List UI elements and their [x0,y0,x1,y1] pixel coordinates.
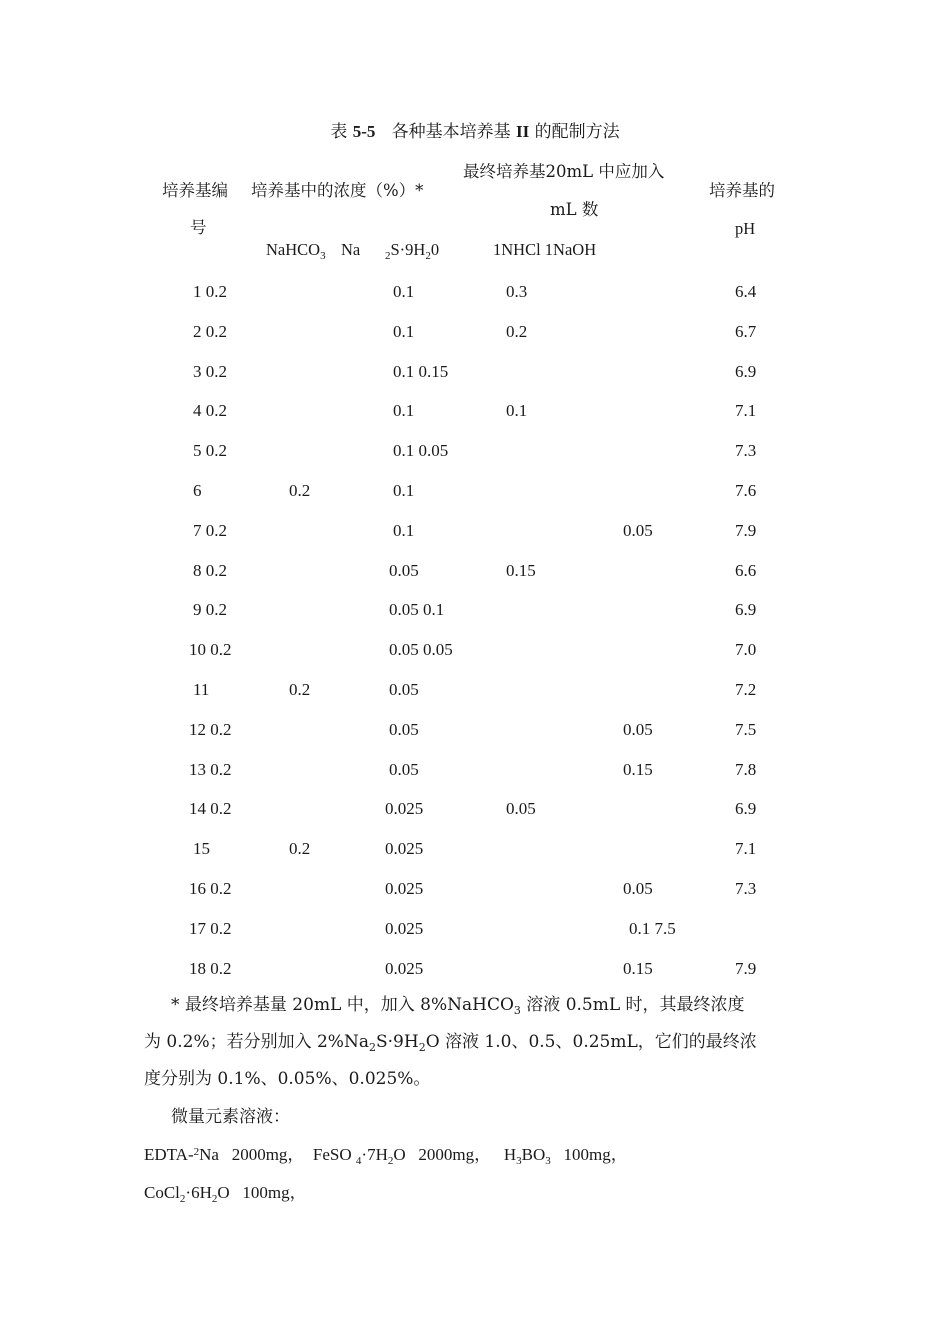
cell-number-conc: 3 0.2 [193,361,227,381]
trace-heading: 微量元素溶液： [171,1107,290,1127]
table-title-text-b: 的配制方法 [534,122,620,142]
trace-line1 [144,1145,628,1167]
table-row [0,362,950,382]
trace-line1-e: BO [521,1145,546,1164]
subheader-na2s-text: S·9H [390,240,426,259]
cell-number-conc: 5 0.2 [193,441,227,461]
cell-ph: 7.8 [735,759,757,779]
cell-na2s: 0.1 0.05 [393,441,449,461]
trace-line2-b: ·6H [185,1183,212,1202]
trace-line1-sub2: 2 [387,1155,394,1167]
cell-number-conc: 6 [193,481,202,500]
header-col3-line2: mL 数 [550,200,599,219]
cell-number-conc: 17 0.2 [189,918,232,938]
cell-nahco3: 0.2 [289,839,311,859]
cell-naoh: 0.1 7.5 [629,918,676,938]
table-title-prefix: 表 [330,122,348,142]
table-row [0,720,950,740]
subheader-nahco3-sub: 3 [320,250,326,262]
table-title [0,123,950,141]
cell-na2s: 0.05 [389,719,419,739]
cell-na2s: 0.025 [385,958,424,978]
cell-na2s: 0.1 [393,401,415,421]
cell-ph: 7.3 [735,441,757,461]
cell-na2s: 0.05 [389,560,419,580]
cell-nahco3: 0.2 [289,680,311,699]
table-row [0,561,950,581]
cell-naoh: 0.05 [623,520,653,540]
trace-line2-sub1: 2 [179,1193,186,1205]
table-row [0,839,950,859]
subheader-nhcl-naoh: 1NHCl 1NaOH [493,240,597,259]
cell-ph: 6.9 [735,361,757,381]
footnote-line1-a: * 最终培养基量 20mL 中，加入 8%NaHCO [171,995,514,1015]
cell-number-conc: 8 0.2 [193,560,227,580]
table-row [0,481,950,501]
header-col1-line2: 号 [190,218,207,237]
table-row [0,441,950,461]
footnote-line2-sub2: 2 [418,1041,426,1054]
header-col1-line1: 培养基编 [162,181,228,200]
table-row [0,879,950,899]
cell-na2s: 0.025 [385,918,424,938]
trace-line1-b: Na 2000mg， FeSO [199,1145,356,1164]
table-row [0,680,950,700]
footnote-line2 [144,1032,757,1054]
cell-nhcl: 0.2 [506,321,528,341]
cell-naoh: 0.05 [623,879,653,898]
footnote-line1 [171,995,745,1017]
cell-naoh: 0.15 [623,958,653,978]
cell-na2s: 0.1 [393,520,415,540]
footnote-line2-sub1: 2 [368,1041,376,1054]
cell-ph: 7.1 [735,839,757,859]
cell-nhcl: 0.05 [506,799,536,819]
footnote-line2-b: S·9H [375,1032,419,1052]
cell-naoh: 0.05 [623,719,653,739]
cell-ph: 7.9 [735,520,757,540]
cell-number-conc: 9 0.2 [193,600,227,620]
trace-line2-sub2: 2 [211,1193,218,1205]
header-col4-line2: pH [735,219,756,238]
cell-ph: 6.6 [735,560,757,580]
cell-na2s: 0.025 [385,879,424,898]
trace-line1-sub3: 3 [516,1155,522,1167]
trace-line1-d: O 2000mg， H [393,1145,517,1164]
cell-ph: 6.7 [735,321,757,341]
cell-na2s: 0.025 [385,839,424,859]
subheader-nahco3-text: NaHCO [266,240,321,259]
cell-nhcl: 0.15 [506,560,536,580]
cell-ph: 7.3 [735,879,757,898]
cell-ph: 7.6 [735,481,757,500]
cell-na2s: 0.05 0.1 [389,600,445,620]
trace-line1-f: 100mg， [550,1145,628,1164]
cell-na2s: 0.05 [389,680,419,699]
cell-na2s: 0.05 0.05 [389,640,453,660]
footnote-line1-sub: 3 [513,1004,521,1017]
cell-na2s: 0.1 0.15 [393,361,449,381]
cell-naoh: 0.15 [623,759,653,779]
cell-number-conc: 15 [193,839,210,859]
cell-number-conc: 4 0.2 [193,401,227,421]
table-row [0,760,950,780]
cell-na2s: 0.1 [393,481,415,500]
trace-line1-sub4: 3 [545,1155,551,1167]
header-col3-line1: 最终培养基20mL 中应加入 [463,162,665,181]
header-col2: 培养基中的浓度（%）* [251,181,424,200]
subheader-na2s-pre: 2 [385,250,391,262]
trace-line2-a: CoCl [144,1183,180,1202]
cell-number-conc: 13 0.2 [189,759,232,779]
cell-na2s: 0.025 [385,799,424,819]
cell-number-conc: 16 0.2 [189,879,232,898]
subheader-na2s-end: 0 [430,240,440,259]
cell-nhcl: 0.1 [506,401,528,421]
table-row [0,799,950,819]
cell-nhcl: 0.3 [506,282,528,301]
subheader-nahco3 [266,240,326,262]
cell-number-conc: 18 0.2 [189,958,232,978]
table-row [0,401,950,421]
table-number: 5-5 [352,122,376,141]
cell-ph: 7.0 [735,640,757,660]
table-title-roman: II [516,122,530,141]
cell-ph: 6.9 [735,799,757,819]
cell-ph: 7.2 [735,680,757,699]
cell-number-conc: 14 0.2 [189,799,232,819]
subheader-na2s [385,240,440,262]
cell-ph: 7.9 [735,958,757,978]
cell-number-conc: 7 0.2 [193,520,227,540]
footnote-line1-b: 溶液 0.5mL 时，其最终浓度 [520,995,745,1015]
table-row [0,959,950,979]
cell-number-conc: 12 0.2 [189,719,232,739]
table-row [0,600,950,620]
cell-na2s: 0.1 [393,321,415,341]
cell-ph: 7.1 [735,401,757,421]
trace-line2-c: O 100mg， [217,1183,307,1202]
header-col4-line1: 培养基的 [709,181,775,200]
footnote-line2-c: O 溶液 1.0、0.5、0.25mL，它们的最终浓 [425,1032,757,1052]
trace-line2 [144,1183,307,1205]
table-row [0,521,950,541]
table-row [0,322,950,342]
table-title-text-a: 各种基本培养基 [391,122,511,142]
table-row [0,640,950,660]
trace-line1-sup: 2 [193,1146,200,1158]
footnote-line3: 度分别为 0.1%、0.05%、0.025%。 [144,1069,431,1089]
trace-line1-a: EDTA- [144,1145,194,1164]
trace-line1-sub1: 4 [355,1155,362,1167]
cell-number-conc: 2 0.2 [193,321,227,341]
cell-na2s: 0.05 [389,759,419,779]
cell-ph: 6.4 [735,282,757,301]
cell-ph: 6.9 [735,600,757,620]
cell-number-conc: 11 [193,680,210,699]
subheader-na2s-sub: 2 [425,250,431,262]
table-row [0,282,950,302]
table-row [0,919,950,939]
cell-number-conc: 1 0.2 [193,282,227,301]
subheader-na: Na [341,240,361,259]
cell-ph: 7.5 [735,719,757,739]
cell-nahco3: 0.2 [289,481,311,500]
footnote-line2-a: 为 0.2%；若分别加入 2%Na [144,1032,369,1052]
cell-na2s: 0.1 [393,282,415,301]
cell-number-conc: 10 0.2 [189,640,232,660]
trace-line1-c: ·7H [361,1145,388,1164]
